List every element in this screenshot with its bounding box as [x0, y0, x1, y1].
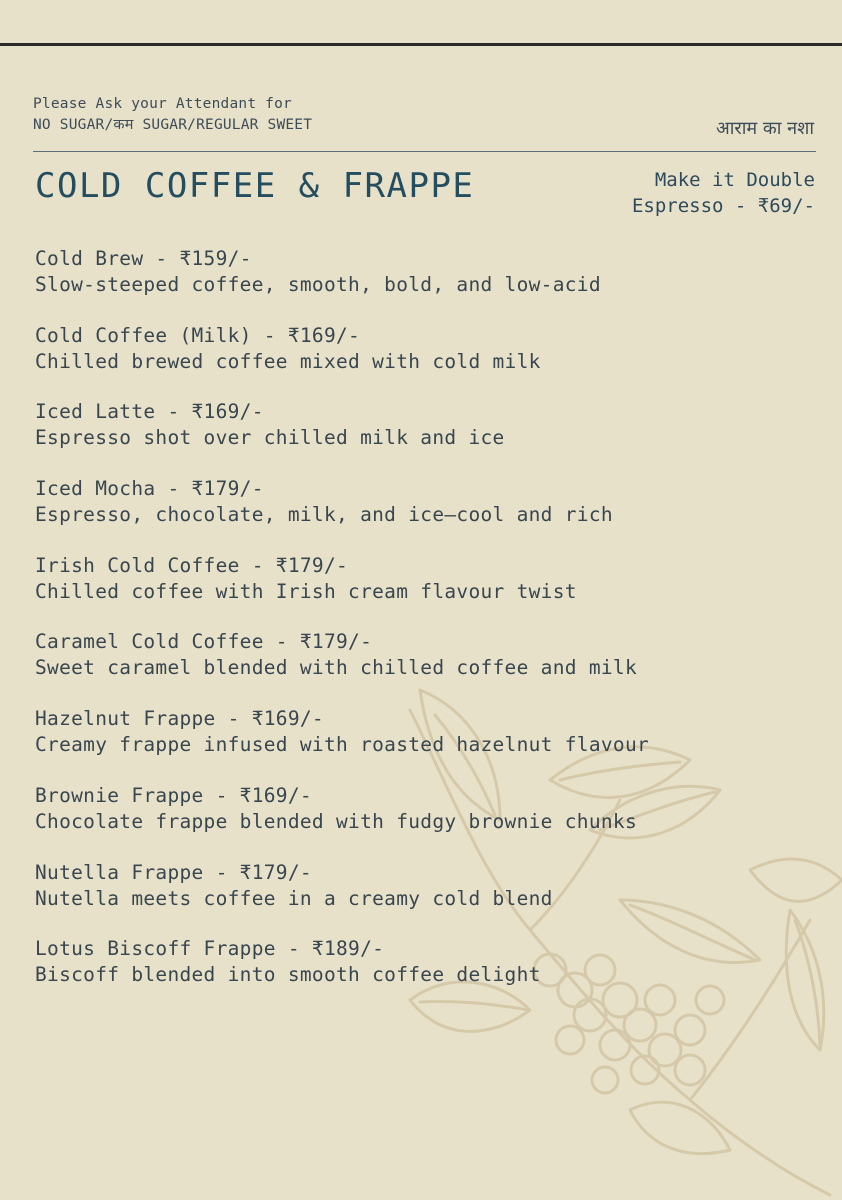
- menu-item: [35, 399, 815, 476]
- menu-item-description: Chilled brewed coffee mixed with cold milk: [35, 349, 541, 373]
- double-espresso-line1: Make it Double: [654, 169, 815, 191]
- sugar-notice-line1: Please Ask your Attendant for: [33, 96, 292, 112]
- sugar-notice-line2: NO SUGAR/कम SUGAR/REGULAR SWEET: [33, 117, 313, 133]
- header-divider: [33, 151, 816, 152]
- menu-item-description: Biscoff blended into smooth coffee delight: [35, 963, 541, 987]
- menu-list: [35, 246, 815, 1013]
- menu-item: [35, 783, 815, 860]
- menu-item: [35, 936, 815, 1013]
- menu-item-title: Hazelnut Frappe - ₹169/-: [35, 707, 324, 731]
- menu-item-title: Cold Brew - ₹159/-: [35, 247, 252, 270]
- menu-item-title: Iced Mocha - ₹179/-: [35, 477, 264, 501]
- menu-item-description: Nutella meets coffee in a creamy cold blend: [35, 886, 553, 910]
- menu-item-title: Lotus Biscoff Frappe - ₹189/-: [35, 937, 385, 961]
- menu-item: [35, 860, 815, 937]
- top-rule: [0, 43, 842, 46]
- menu-item-title: Iced Latte - ₹169/-: [35, 400, 264, 424]
- sugar-notice: [33, 94, 312, 136]
- menu-item-title: Cold Coffee (Milk) - ₹169/-: [35, 323, 361, 347]
- menu-item-title: Irish Cold Coffee - ₹179/-: [35, 553, 349, 577]
- section-title: COLD COFFEE & FRAPPE: [35, 166, 475, 206]
- double-espresso-note: [632, 167, 815, 219]
- menu-item-description: Chilled coffee with Irish cream flavour twist: [35, 579, 577, 603]
- tagline: आराम का नशा: [715, 118, 814, 139]
- menu-item: [35, 476, 815, 553]
- menu-item-description: Chocolate frappe blended with fudgy brownie chunks: [35, 809, 637, 833]
- menu-item-title: Caramel Cold Coffee - ₹179/-: [35, 630, 373, 654]
- menu-item: [35, 246, 815, 323]
- menu-item-description: Creamy frappe infused with roasted hazelnut flavour: [35, 733, 650, 757]
- menu-item: [35, 629, 815, 706]
- menu-item-description: Slow-steeped coffee, smooth, bold, and low-acid: [35, 273, 601, 296]
- menu-item-description: Espresso, chocolate, milk, and ice—cool and rich: [35, 503, 613, 527]
- menu-item-description: Espresso shot over chilled milk and ice: [35, 426, 505, 450]
- menu-item-description: Sweet caramel blended with chilled coffee and milk: [35, 656, 637, 680]
- menu-item: [35, 706, 815, 783]
- double-espresso-line2: Espresso - ₹69/-: [631, 195, 815, 217]
- menu-item: [35, 553, 815, 630]
- menu-item-title: Brownie Frappe - ₹169/-: [35, 783, 312, 807]
- menu-item: [35, 323, 815, 400]
- menu-item-title: Nutella Frappe - ₹179/-: [35, 860, 312, 884]
